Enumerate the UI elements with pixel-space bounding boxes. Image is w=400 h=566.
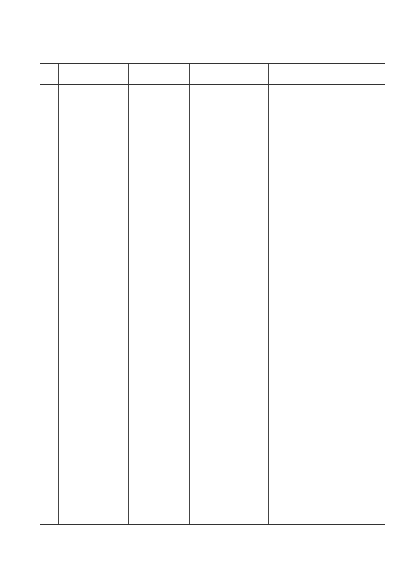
page-number <box>16 44 36 56</box>
table-block <box>40 104 385 312</box>
header-number <box>40 68 58 80</box>
roster-table <box>40 63 385 525</box>
running-head <box>40 44 380 56</box>
header-note <box>268 68 385 80</box>
row-date <box>192 306 264 312</box>
row-name <box>60 546 123 552</box>
table-row <box>40 306 385 312</box>
row-note <box>272 306 382 312</box>
table-row <box>40 546 385 552</box>
row-rank <box>132 546 187 552</box>
row-note <box>272 546 382 552</box>
row-name <box>60 306 123 312</box>
row-rank <box>132 306 187 312</box>
header-date <box>189 68 268 80</box>
row-number <box>40 306 56 312</box>
header-name <box>58 68 128 80</box>
row-date <box>192 546 264 552</box>
row-number <box>40 546 56 552</box>
header-rank <box>128 68 189 80</box>
table-header <box>40 64 385 85</box>
table-block <box>40 326 385 553</box>
